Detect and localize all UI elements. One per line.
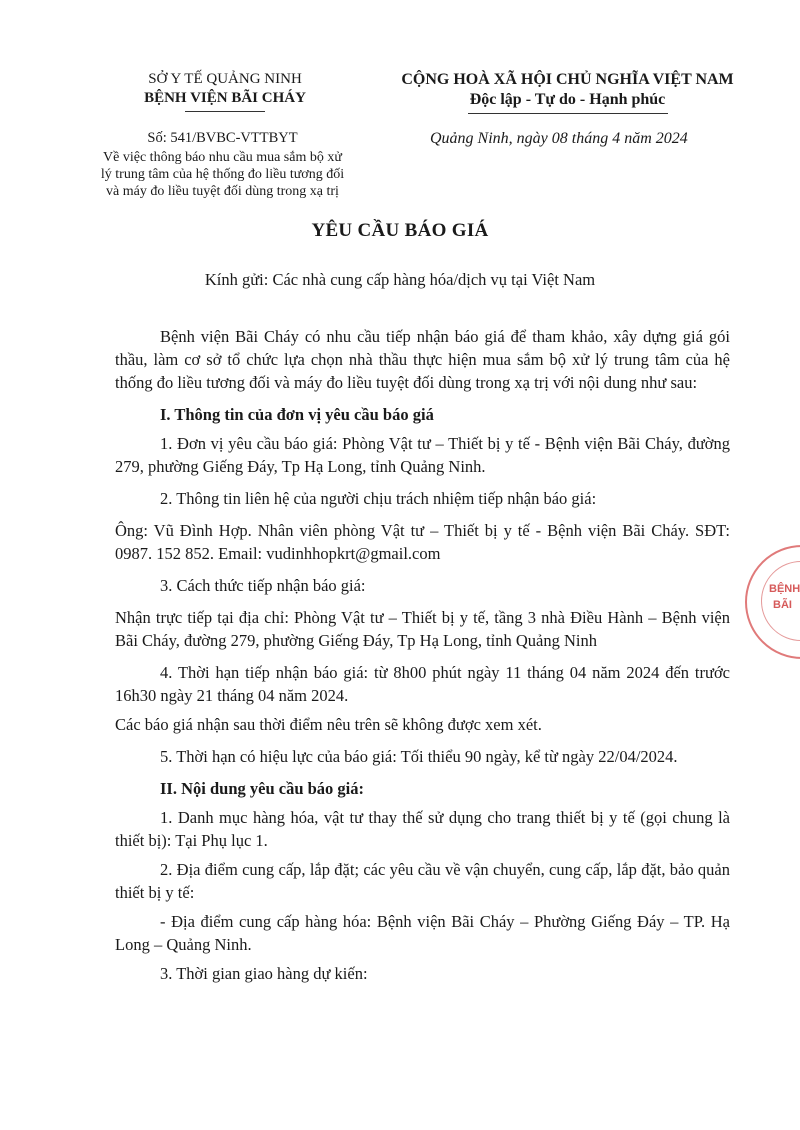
section-1-item-3: 3. Cách thức tiếp nhận báo giá:	[160, 576, 366, 595]
motto-underline	[468, 113, 668, 114]
section-1-item-4: 4. Thời hạn tiếp nhận báo giá: từ 8h00 phút ngày 11 tháng 04 năm 2024 đến trước 16h30 ngày 21 tháng 04 năm 2024.	[115, 663, 730, 705]
section-2-item-2: 2. Địa điểm cung cấp, lắp đặt; các yêu cầu về vận chuyển, cung cấp, lắp đặt, bảo quản thiết bị y tế:	[115, 860, 730, 902]
national-header	[375, 70, 760, 114]
section-1-item-2-detail: Ông: Vũ Đình Hợp. Nhân viên phòng Vật tư – Thiết bị y tế - Bệnh viện Bãi Cháy. SĐT: 0987. 152 852. Email: vudinhhopkrt@gmail.com	[115, 521, 730, 563]
document-number: Số: 541/BVBC-VTTBYT	[147, 130, 298, 146]
section-2-item-2-detail: - Địa điểm cung cấp hàng hóa: Bệnh viện Bãi Cháy – Phường Giếng Đáy – TP. Hạ Long – Quảng Ninh.	[115, 912, 730, 954]
section-2-item-1: 1. Danh mục hàng hóa, vật tư thay thế sử dụng cho trang thiết bị y tế (gọi chung là thiết bị): Tại Phụ lục 1.	[115, 808, 730, 850]
document-title: YÊU CẦU BÁO GIÁ	[311, 220, 489, 241]
seal-text-line-1: BỆNH	[769, 583, 800, 595]
document-reference	[100, 130, 345, 200]
section-1-heading: I. Thông tin của đơn vị yêu cầu báo giá	[160, 405, 434, 424]
issuer-header	[110, 70, 340, 112]
official-seal-stamp	[745, 545, 800, 659]
section-1-item-3-detail: Nhận trực tiếp tại địa chỉ: Phòng Vật tư – Thiết bị y tế, tầng 3 nhà Điều Hành – Bệnh viện Bãi Cháy, đường 279, phường Giếng Đáy, Tp Hạ Long, tỉnh Quảng Ninh	[115, 608, 730, 650]
nation-title: CỘNG HOÀ XÃ HỘI CHỦ NGHĨA VIỆT NAM	[401, 71, 734, 88]
recipient-line: Kính gửi: Các nhà cung cấp hàng hóa/dịch vụ tại Việt Nam	[204, 270, 596, 289]
issue-date: Quảng Ninh, ngày 08 tháng 4 năm 2024	[430, 130, 688, 147]
section-2-item-3: 3. Thời gian giao hàng dự kiến:	[160, 964, 368, 983]
section-1-item-5: 5. Thời hạn có hiệu lực của báo giá: Tối thiểu 90 ngày, kể từ ngày 22/04/2024.	[160, 747, 678, 766]
section-1-item-4-note: Các báo giá nhận sau thời điểm nêu trên sẽ không được xem xét.	[115, 715, 542, 734]
seal-text-line-2: BÃI	[773, 599, 792, 611]
organization-name: BỆNH VIỆN BÃI CHÁY	[144, 90, 306, 106]
section-1-item-1: 1. Đơn vị yêu cầu báo giá: Phòng Vật tư – Thiết bị y tế - Bệnh viện Bãi Cháy, đường 279, phường Giếng Đáy, Tp Hạ Long, tỉnh Quảng Ninh.	[115, 434, 730, 476]
intro-paragraph: Bệnh viện Bãi Cháy có nhu cầu tiếp nhận báo giá để tham khảo, xây dựng giá gói thầu, làm cơ sở tổ chức lựa chọn nhà thầu thực hiện mua sắm bộ xử lý trung tâm của hệ thống đo liều tương đối và máy đo liều tuyệt đối dùng trong xạ trị với nội dung như sau:	[115, 327, 730, 392]
section-1-item-2: 2. Thông tin liên hệ của người chịu trách nhiệm tiếp nhận báo giá:	[160, 489, 597, 508]
parent-organization: SỞ Y TẾ QUẢNG NINH	[148, 71, 302, 87]
national-motto: Độc lập - Tự do - Hạnh phúc	[469, 91, 666, 108]
document-body	[115, 325, 730, 985]
section-2-heading: II. Nội dung yêu cầu báo giá:	[160, 779, 365, 798]
document-subject: Về việc thông báo nhu cầu mua sắm bộ xử lý trung tâm của hệ thống đo liều tương đối và máy đo liều tuyệt đối dùng trong xạ trị	[100, 150, 345, 199]
header-underline	[185, 111, 265, 112]
